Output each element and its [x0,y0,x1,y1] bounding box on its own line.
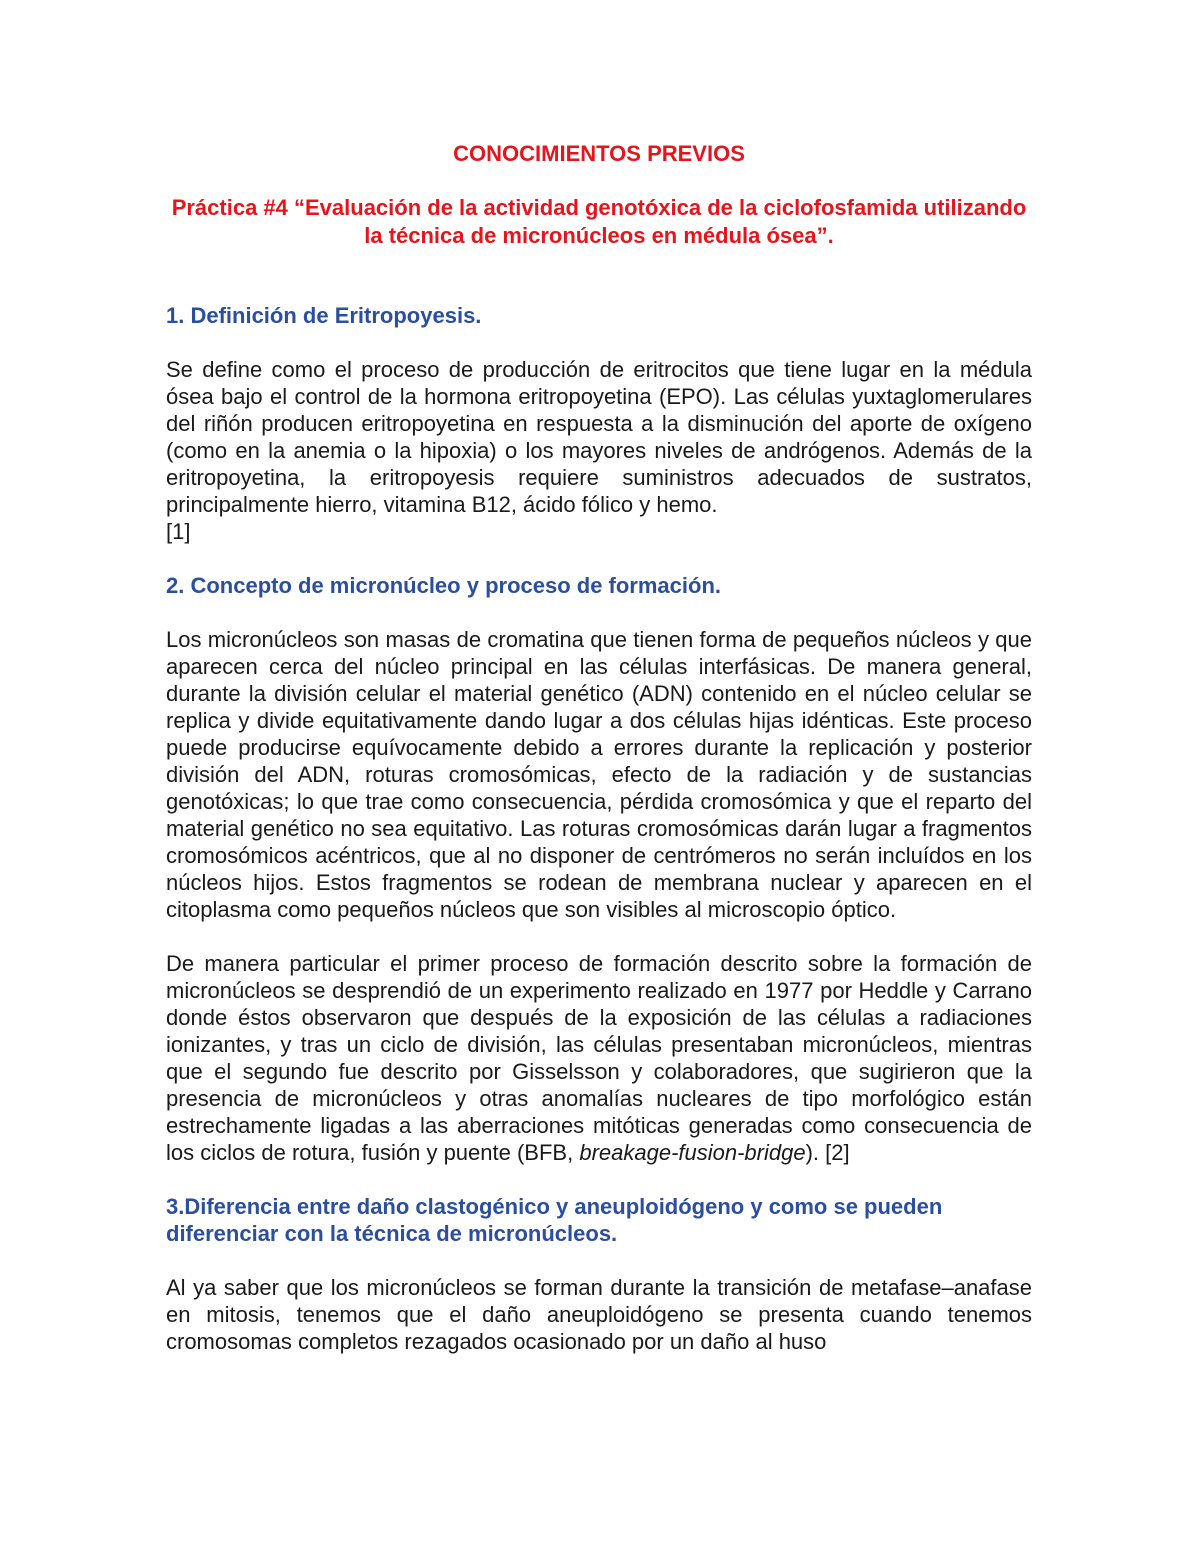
paragraph: Los micronúcleos son masas de cromatina que tienen forma de pequeños núcleos y que aparecen cerca del núcleo principal en las células interfásicas. De manera general, durante la división celular el material genético (ADN) contenido en el núcleo celular se replica y divide equitativamente dando lugar a dos células hijas idénticas. Este proceso puede producirse equívocamente debido a errores durante la replicación y posterior división del ADN, roturas cromosómicas, efecto de la radiación y de sustancias genotóxicas; lo que trae como consecuencia, pérdida cromosómica y que el reparto del material genético no sea equitativo. Las roturas cromosómicas darán lugar a fragmentos cromosómicos acéntricos, que al no disponer de centrómeros no serán incluídos en los núcleos hijos. Estos fragmentos se rodean de membrana nuclear y aparecen en el citoplasma como pequeños núcleos que son visibles al microscopio óptico. [166,627,1032,922]
section-2 [166,572,1032,1166]
document-subtitle: Práctica #4 “Evaluación de la actividad genotóxica de la ciclofosfamida utilizando la técnica de micronúcleos en médula ósea”. [171,195,1027,248]
section-heading: 1. Definición de Eritropoyesis. [166,303,482,328]
italic-term: breakage-fusion-bridge [579,1140,806,1165]
reference-marker: [1] [166,519,191,544]
paragraph [166,356,1032,545]
paragraph: Al ya saber que los micronúcleos se forman durante la transición de metafase–anafase en mitosis, tenemos que el daño aneuploidógeno se presenta cuando tenemos cromosomas completos rezagados ocasionado por un daño al huso [166,1275,1032,1354]
document-title: CONOCIMIENTOS PREVIOS [453,141,745,166]
paragraph-tail: ). [2] [805,1140,850,1165]
section-3 [166,1193,1032,1355]
section-1 [166,302,1032,545]
paragraph-text: Se define como el proceso de producción de eritrocitos que tiene lugar en la médula ósea bajo el control de la hormona eritropoyetina (EPO). Las células yuxtaglomerulares del riñón producen eritropoyetina en respuesta a la disminución del aporte de oxígeno (como en la anemia o la hipoxia) o los mayores niveles de andrógenos. Además de la eritropoyetina, la eritropoyesis requiere suministros adecuados de sustratos, principalmente hierro, vitamina B12, ácido fólico y hemo. [166,357,1032,517]
document-page [166,140,1032,1382]
section-heading: 2. Concepto de micronúcleo y proceso de formación. [166,573,722,598]
paragraph [166,950,1032,1166]
paragraph-text: De manera particular el primer proceso de formación descrito sobre la formación de micronúcleos se desprendió de un experimento realizado en 1977 por Heddle y Carrano donde éstos observaron que después de la exposición de las células a radiaciones ionizantes, y tras un ciclo de división, las células presentaban micronúcleos, mientras que el segundo fue descrito por Gisselsson y colaboradores, que sugirieron que la presencia de micronúcleos y otras anomalías nucleares de tipo morfológico están estrechamente ligadas a las aberraciones mitóticas generadas como consecuencia de los ciclos de rotura, fusión y puente (BFB, [166,951,1032,1165]
section-heading: 3.Diferencia entre daño clastogénico y aneuploidógeno y como se pueden diferenciar con la técnica de micronúcleos. [166,1194,943,1246]
